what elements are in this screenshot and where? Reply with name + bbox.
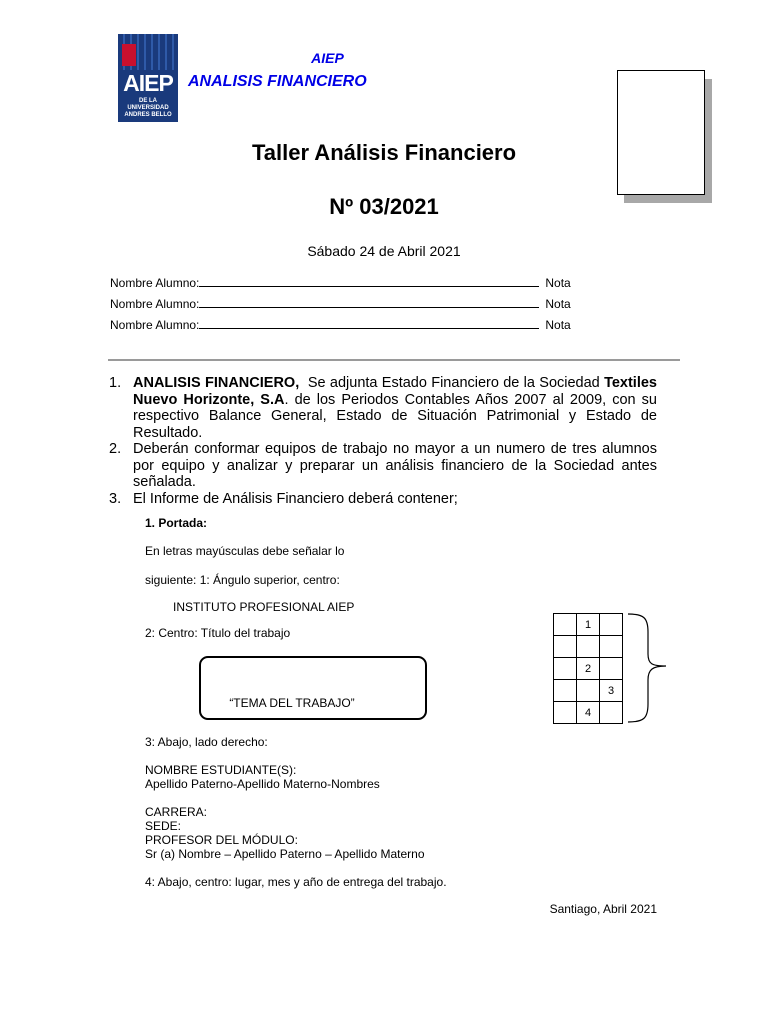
name-row — [110, 276, 571, 290]
name-label: Nombre Alumno: — [110, 318, 200, 332]
item-text-part: . de los Periodos Contables Años 2007 al 2009, con su respectivo Balance General, Estado de Situación Patrimonial y Estado de Resultado. — [133, 391, 657, 441]
list-item — [109, 491, 657, 508]
grid-cell — [600, 658, 623, 680]
instructions-list — [109, 375, 657, 507]
item-number: 3. — [109, 490, 122, 507]
grid-cell — [554, 680, 577, 702]
item-text: El Informe de Análisis Financiero deberá contener; — [133, 490, 458, 507]
name-row — [110, 297, 571, 311]
place-date: Santiago, Abril 2021 — [549, 902, 657, 916]
portada-heading: 1. Portada: — [145, 516, 208, 530]
grid-cell — [600, 614, 623, 636]
item-bold: ANALISIS FINANCIERO, — [133, 375, 300, 391]
professor-label: PROFESOR DEL MÓDULO: — [145, 833, 298, 847]
photo-box — [617, 70, 705, 195]
name-label: Nombre Alumno: — [110, 297, 200, 311]
students-format: Apellido Paterno-Apellido Materno-Nombres — [145, 777, 380, 791]
tema-text: “TEMA DEL TRABAJO” — [229, 696, 355, 710]
grid-cell — [577, 636, 600, 658]
portada-line1: En letras mayúsculas debe señalar lo — [145, 544, 345, 558]
students-label: NOMBRE ESTUDIANTE(S): — [145, 763, 297, 777]
item-text: Deberán conformar equipos de trabajo no mayor a un numero de tres alumnos por equipo y analizar y preparar un análisis financiero de la Sociedad antes señalada. — [133, 441, 657, 490]
curly-brace — [626, 612, 670, 724]
layout-grid — [553, 613, 623, 724]
name-label: Nombre Alumno: — [110, 276, 200, 290]
grid-cell — [554, 614, 577, 636]
name-line — [199, 276, 539, 287]
header-institution: AIEP — [311, 50, 344, 66]
item-bold: Textiles Nuevo Horizonte, S.A — [133, 375, 657, 408]
portada-bottom-center: 4: Abajo, centro: lugar, mes y año de entrega del trabajo. — [145, 875, 447, 889]
item-text-part: Se adjunta Estado Financiero de la Sociedad — [299, 375, 605, 391]
grid-cell: 2 — [577, 658, 600, 680]
portada-center: 2: Centro: Título del trabajo — [145, 626, 291, 640]
logo-subtext: DE LA UNIVERSIDAD ANDRES BELLO — [124, 98, 172, 118]
header-subject: ANALISIS FINANCIERO — [188, 73, 367, 90]
grid-cell: 4 — [577, 702, 600, 724]
grade-label: Nota — [545, 276, 571, 290]
grid-cell: 3 — [600, 680, 623, 702]
page-title: Taller Análisis Financiero — [251, 140, 517, 165]
grid-cell — [600, 702, 623, 724]
grid-cell: 1 — [577, 614, 600, 636]
campus-label: SEDE: — [145, 819, 182, 833]
institute-name: INSTITUTO PROFESIONAL AIEP — [173, 600, 355, 614]
tema-box — [199, 656, 427, 720]
name-line — [199, 297, 539, 308]
portada-bottom-right: 3: Abajo, lado derecho: — [145, 735, 268, 749]
list-item — [109, 441, 657, 491]
item-number: 2. — [109, 441, 122, 457]
grade-label: Nota — [545, 318, 571, 332]
item-text — [133, 375, 657, 441]
grid-cell — [600, 636, 623, 658]
grade-label: Nota — [545, 297, 571, 311]
name-row — [110, 318, 571, 332]
logo-word: AIEP — [123, 70, 173, 96]
grid-cell — [554, 702, 577, 724]
portada-line2: siguiente: 1: Ángulo superior, centro: — [145, 573, 340, 587]
item-number: 1. — [109, 375, 122, 391]
aiep-logo — [118, 34, 178, 122]
list-item — [109, 375, 657, 441]
logo-red-block — [122, 44, 136, 66]
document-date: Sábado 24 de Abril 2021 — [307, 243, 461, 259]
grid-cell — [577, 680, 600, 702]
separator-line — [108, 359, 680, 361]
grid-cell — [554, 636, 577, 658]
document-number: Nº 03/2021 — [329, 194, 439, 219]
name-line — [199, 318, 539, 329]
career-label: CARRERA: — [145, 805, 208, 819]
grid-cell — [554, 658, 577, 680]
professor-format: Sr (a) Nombre – Apellido Paterno – Apellido Materno — [145, 847, 425, 861]
